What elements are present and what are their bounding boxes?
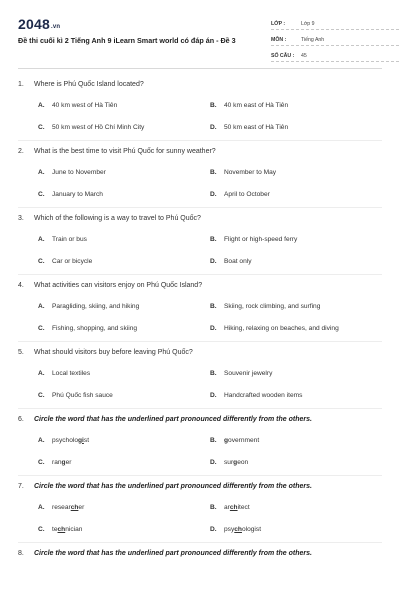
option-letter: D.: [210, 391, 217, 399]
option-letter: C.: [38, 525, 45, 533]
option-letter: A.: [38, 302, 45, 310]
option-letter: D.: [210, 123, 217, 131]
underlined-part: ch: [70, 503, 79, 511]
option-text: Train or bus: [52, 235, 87, 243]
document-title: Đề thi cuối kì 2 Tiếng Anh 9 iLearn Smart world có đáp án - Đề 3: [18, 36, 236, 45]
answer-options: [18, 496, 382, 540]
underlined-part: ch: [229, 503, 238, 511]
answer-option[interactable]: [210, 384, 382, 406]
brand-tld: .vn: [50, 24, 61, 30]
meta-row-subject: [271, 30, 399, 46]
question-text: Circle the word that has the underlined part pronounced differently from the others.: [34, 550, 312, 557]
option-text: Local textiles: [52, 369, 91, 377]
answer-option[interactable]: [38, 362, 210, 384]
header-divider: [18, 68, 382, 69]
answer-option[interactable]: [210, 317, 382, 339]
underlined-part: g: [61, 458, 66, 466]
option-text: 50 km west of Hồ Chí Minh City: [52, 123, 145, 131]
option-letter: C.: [38, 458, 45, 466]
meta-value: Lớp 9: [301, 21, 315, 27]
question-stem: [18, 415, 382, 429]
option-text: November to May: [224, 168, 277, 176]
option-letter: C.: [38, 123, 45, 131]
answer-option[interactable]: [210, 295, 382, 317]
answer-option[interactable]: [38, 317, 210, 339]
option-letter: A.: [38, 101, 45, 109]
question-text: What is the best time to visit Phú Quốc for sunny weather?: [34, 148, 216, 155]
question-separator: [18, 207, 382, 208]
question-number: 5.: [18, 349, 24, 356]
question-separator: [18, 475, 382, 476]
option-text: Fishing, shopping, and skiing: [52, 324, 138, 332]
answer-option[interactable]: [38, 183, 210, 205]
option-text: psychologist: [52, 436, 90, 444]
answer-option[interactable]: [210, 496, 382, 518]
option-text: Paragliding, skiing, and hiking: [52, 302, 140, 310]
question-number: 8.: [18, 550, 24, 557]
answer-option[interactable]: [210, 161, 382, 183]
answer-option[interactable]: [38, 250, 210, 272]
option-text: researcher: [52, 503, 85, 511]
meta-label: LỚP :: [271, 21, 286, 27]
question-text: Which of the following is a way to travel to Phú Quốc?: [34, 215, 201, 222]
option-text: June to November: [52, 168, 106, 176]
question-stem: [18, 80, 382, 94]
option-letter: A.: [38, 369, 45, 377]
option-letter: B.: [210, 168, 217, 176]
option-text: Boat only: [224, 257, 252, 265]
option-text: Flight or high-speed ferry: [224, 235, 298, 243]
answer-options: [18, 228, 382, 272]
question-number: 6.: [18, 416, 24, 423]
option-text: Souvenir jewelry: [224, 369, 273, 377]
option-letter: A.: [38, 436, 45, 444]
underlined-part: g: [233, 458, 238, 466]
question-number: 7.: [18, 483, 24, 490]
answer-options: [18, 94, 382, 138]
answer-option[interactable]: [38, 94, 210, 116]
answer-option[interactable]: [210, 94, 382, 116]
option-text: Skiing, rock climbing, and surfing: [224, 302, 321, 310]
answer-option[interactable]: [38, 295, 210, 317]
question-number: 2.: [18, 148, 24, 155]
underlined-part: g: [224, 436, 229, 444]
option-text: 50 km east of Hà Tiên: [224, 123, 289, 131]
meta-label: SỐ CÂU :: [271, 53, 295, 59]
option-letter: B.: [210, 302, 217, 310]
underlined-part: ch: [57, 525, 66, 533]
underlined-part: gi: [78, 436, 84, 444]
option-text: Hiking, relaxing on beaches, and diving: [224, 324, 339, 332]
answer-option[interactable]: [210, 362, 382, 384]
option-text: Phú Quốc fish sauce: [52, 391, 113, 399]
question-stem: [18, 281, 382, 295]
option-letter: C.: [38, 257, 45, 265]
answer-option[interactable]: [210, 183, 382, 205]
question-stem: [18, 549, 382, 563]
option-text: ranger: [52, 458, 72, 466]
option-text: Car or bicycle: [52, 257, 93, 265]
option-text: technician: [52, 525, 83, 533]
question-item: [18, 482, 382, 543]
answer-option[interactable]: [210, 250, 382, 272]
question-text: What activities can visitors enjoy on Phú Quốc Island?: [34, 282, 203, 289]
question-item: [18, 281, 382, 342]
answer-option[interactable]: [38, 518, 210, 540]
option-text: psychologist: [224, 525, 262, 533]
answer-options: [18, 161, 382, 205]
question-number: 3.: [18, 215, 24, 222]
option-letter: D.: [210, 324, 217, 332]
option-letter: B.: [210, 369, 217, 377]
brand-logo[interactable]: [18, 16, 60, 32]
question-number: 1.: [18, 81, 24, 88]
option-text: January to March: [52, 190, 103, 198]
question-list: [18, 80, 382, 567]
option-letter: C.: [38, 391, 45, 399]
question-text: Where is Phú Quốc Island located?: [34, 81, 144, 88]
option-letter: A.: [38, 235, 45, 243]
option-text: surgeon: [224, 458, 249, 466]
answer-option[interactable]: [38, 228, 210, 250]
option-letter: C.: [38, 324, 45, 332]
option-letter: D.: [210, 458, 217, 466]
question-item: [18, 415, 382, 476]
option-letter: A.: [38, 168, 45, 176]
question-item: [18, 214, 382, 275]
question-separator: [18, 274, 382, 275]
option-letter: D.: [210, 190, 217, 198]
document-header: [18, 14, 382, 70]
question-separator: [18, 542, 382, 543]
question-stem: [18, 147, 382, 161]
answer-option[interactable]: [38, 451, 210, 473]
answer-options: [18, 362, 382, 406]
answer-option[interactable]: [210, 518, 382, 540]
answer-options: [18, 429, 382, 473]
question-separator: [18, 408, 382, 409]
question-stem: [18, 348, 382, 362]
option-letter: B.: [210, 235, 217, 243]
answer-option[interactable]: [38, 429, 210, 451]
answer-option[interactable]: [38, 116, 210, 138]
question-stem: [18, 214, 382, 228]
option-letter: B.: [210, 101, 217, 109]
answer-option[interactable]: [210, 228, 382, 250]
question-item: [18, 348, 382, 409]
question-text: Circle the word that has the underlined part pronounced differently from the others.: [34, 416, 312, 423]
document-meta: [271, 14, 399, 62]
meta-value: Tiếng Anh: [301, 37, 325, 43]
question-separator: [18, 341, 382, 342]
question-item: [18, 549, 382, 563]
option-letter: D.: [210, 257, 217, 265]
option-text: 40 km east of Hà Tiên: [224, 101, 289, 109]
answer-option[interactable]: [38, 384, 210, 406]
option-text: government: [224, 436, 260, 444]
option-text: architect: [224, 503, 250, 511]
option-letter: B.: [210, 503, 217, 511]
question-number: 4.: [18, 282, 24, 289]
meta-value: 45: [301, 53, 307, 59]
option-letter: B.: [210, 436, 217, 444]
brand-name: 2048: [18, 16, 50, 32]
option-letter: C.: [38, 190, 45, 198]
answer-option[interactable]: [210, 116, 382, 138]
meta-label: MÔN :: [271, 37, 287, 43]
option-text: April to October: [224, 190, 270, 198]
answer-options: [18, 295, 382, 339]
option-text: Handcrafted wooden items: [224, 391, 303, 399]
question-text: Circle the word that has the underlined part pronounced differently from the others.: [34, 483, 312, 490]
answer-option[interactable]: [210, 429, 382, 451]
underlined-part: ch: [234, 525, 242, 533]
question-item: [18, 147, 382, 208]
meta-row-grade: [271, 14, 399, 30]
answer-option[interactable]: [38, 161, 210, 183]
answer-option[interactable]: [210, 451, 382, 473]
answer-option[interactable]: [38, 496, 210, 518]
option-text: 40 km west of Hà Tiên: [52, 101, 118, 109]
option-letter: D.: [210, 525, 217, 533]
question-item: [18, 80, 382, 141]
question-separator: [18, 140, 382, 141]
question-text: What should visitors buy before leaving Phú Quốc?: [34, 349, 193, 356]
meta-row-question-count: [271, 46, 399, 62]
question-stem: [18, 482, 382, 496]
option-letter: A.: [38, 503, 45, 511]
